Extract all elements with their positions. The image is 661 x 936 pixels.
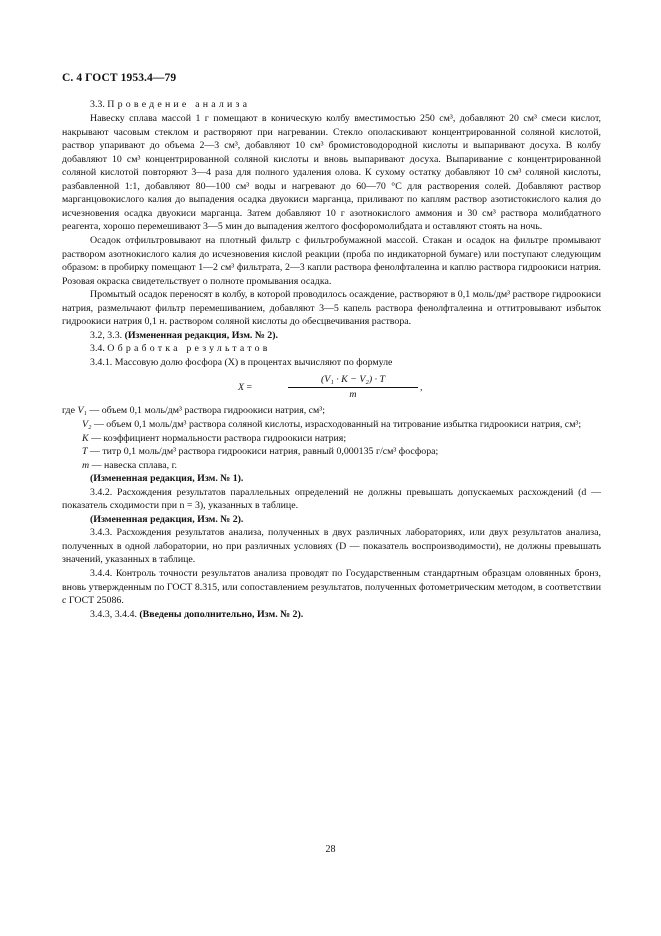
paragraph: Промытый осадок переносят в колбу, в которой проводилось осаждение, растворяют в 0,1 моль/дм³ растворе гидроокиси натрия, размельчают фильтр перемешиванием, добавляют 3—5 капель раствора фенолфталеина и оттитровывают избыток гидроокиси натрия 0,1 н. раствором соляной кислоты до обесцвечивания раствора.	[62, 289, 601, 328]
revision-note	[62, 329, 601, 343]
definition-item	[62, 459, 601, 473]
revision-note: (Измененная редакция, Изм. № 1).	[90, 473, 244, 485]
symbol: K	[82, 432, 89, 444]
formula	[62, 373, 601, 403]
paragraph: Навеску сплава массой 1 г помещают в коническую колбу вместимостью 250 см³, добавляют 20 см³ смеси кислот, накрывают часовым стеклом и растворяют при нагревании. Стекло ополаскивают концентрированной соляной кислотой, раствор упаривают до объема 2—3 см³, добавляют 10 см³ бромистоводородной кислоты и выпаривают досуха. В колбу добавляют 10 см³ концентрированной соляной кислоты и вновь выпаривают досуха. Выпаривание с концентрированной соляной кислотой повторяют 3—4 раза для полного удаления олова. К сухому остатку добавляют 10 см³ соляной кислоты, разбавленной 1:1, добавляют 80—100 см³ воды и нагревают до 60—70 °С для растворения солей. Добавляют раствор марганцовокислого калия до выпадения осадка двуокиси марганца, приливают по каплям раствор азотистокислого калия до исчезновения осадка двуокиси марганца. Затем добавляют 10 г азотнокислого аммония и 30 см³ раствора молибдатного реагента, хорошо перемешивают 3—5 мин до выпадения желтого фосфоромолибдата и оставляют стоять на ночь.	[62, 113, 601, 233]
section-heading-3-3	[62, 98, 601, 112]
definition-text: — коэффициент нормальности раствора гидроокиси натрия;	[91, 432, 347, 444]
paragraph: 3.4.1. Массовую долю фосфора (X) в процентах вычисляют по формуле	[90, 356, 393, 368]
symbol: T	[82, 446, 88, 458]
where-word: где	[62, 405, 75, 417]
paragraph: 3.4.4. Контроль точности результатов анализа проводят по Государственным стандартным образцам оловянных бронз, вновь утвержденным по ГОСТ 8.315, или сопоставлением результатов, полученных фотометрическим методом, в соответствии с ГОСТ 25086.	[62, 568, 601, 607]
formula-numerator: (V₁ · K − V₂) · T	[321, 374, 385, 386]
definition-item	[62, 418, 601, 432]
revision-note	[62, 608, 601, 622]
definition-text: — титр 0,1 моль/дм³ раствора гидроокиси натрия, равный 0,000135 г/см³ фосфора;	[89, 446, 439, 458]
section-number: 3.3.	[90, 99, 105, 110]
definition-text: — объем 0,1 моль/дм³ раствора гидроокиси натрия, см³;	[89, 405, 326, 417]
formula-comma: ,	[420, 382, 423, 394]
definition-item	[62, 432, 601, 446]
page-header: С. 4 ГОСТ 1953.4—79	[62, 72, 177, 84]
paragraph: Осадок отфильтровывают на плотный фильтр с фильтробумажной массой. Стакан и осадок на фильтре промывают раствором азотнокислого калия до исчезновения кислой реакции (проба по индикаторной бумаге) или поступают следующим образом: в пробирку помещают 1—2 см³ фильтрата, 2—3 капли раствора фенолфталеина и каплю раствора гидроокиси натрия. Розовая окраска свидетельствует о полноте промывания осадка.	[62, 234, 601, 287]
symbol: V₂	[82, 418, 92, 430]
section-title: Обработка результатов	[107, 343, 271, 355]
symbol: V₁	[77, 405, 87, 417]
page-content	[62, 98, 601, 621]
definitions-list	[62, 404, 601, 472]
revision-ref: 3.4.3, 3.4.4.	[90, 608, 137, 620]
section-number: 3.4.	[90, 343, 105, 355]
section-title: Проведение анализа	[107, 99, 251, 110]
symbol: m	[82, 459, 90, 471]
paragraph: 3.4.2. Расхождения результатов параллельных определений не должны превышать допускаемых расхождений (d — показатель сходимости при n = 3), указанных в таблице.	[62, 486, 601, 512]
page-number: 28	[325, 844, 336, 855]
revision-note: (Измененная редакция, Изм. № 2).	[90, 513, 244, 525]
revision-text: (Введены дополнительно, Изм. № 2).	[139, 608, 304, 620]
section-heading-3-4	[62, 342, 601, 356]
definition-item	[62, 404, 601, 418]
definition-item	[62, 445, 601, 459]
formula-denominator: m	[349, 389, 357, 401]
revision-ref: 3.2, 3.3.	[90, 329, 123, 341]
formula-lhs: X =	[238, 382, 253, 394]
revision-text: (Измененная редакция, Изм. № 2).	[124, 329, 278, 341]
definition-text: — объем 0,1 моль/дм³ раствора соляной кислоты, израсходованный на титрование избытка гидроокиси натрия, см³;	[93, 418, 582, 430]
definition-text: — навеска сплава, г.	[91, 459, 177, 471]
paragraph: 3.4.3. Расхождения результатов анализа, полученных в двух различных лабораториях, или двух результатов анализа, полученных в одной лаборатории, но при различных условиях (D — показатель воспроизводимости), не должны превышать значений, указанных в таблице.	[62, 527, 601, 566]
